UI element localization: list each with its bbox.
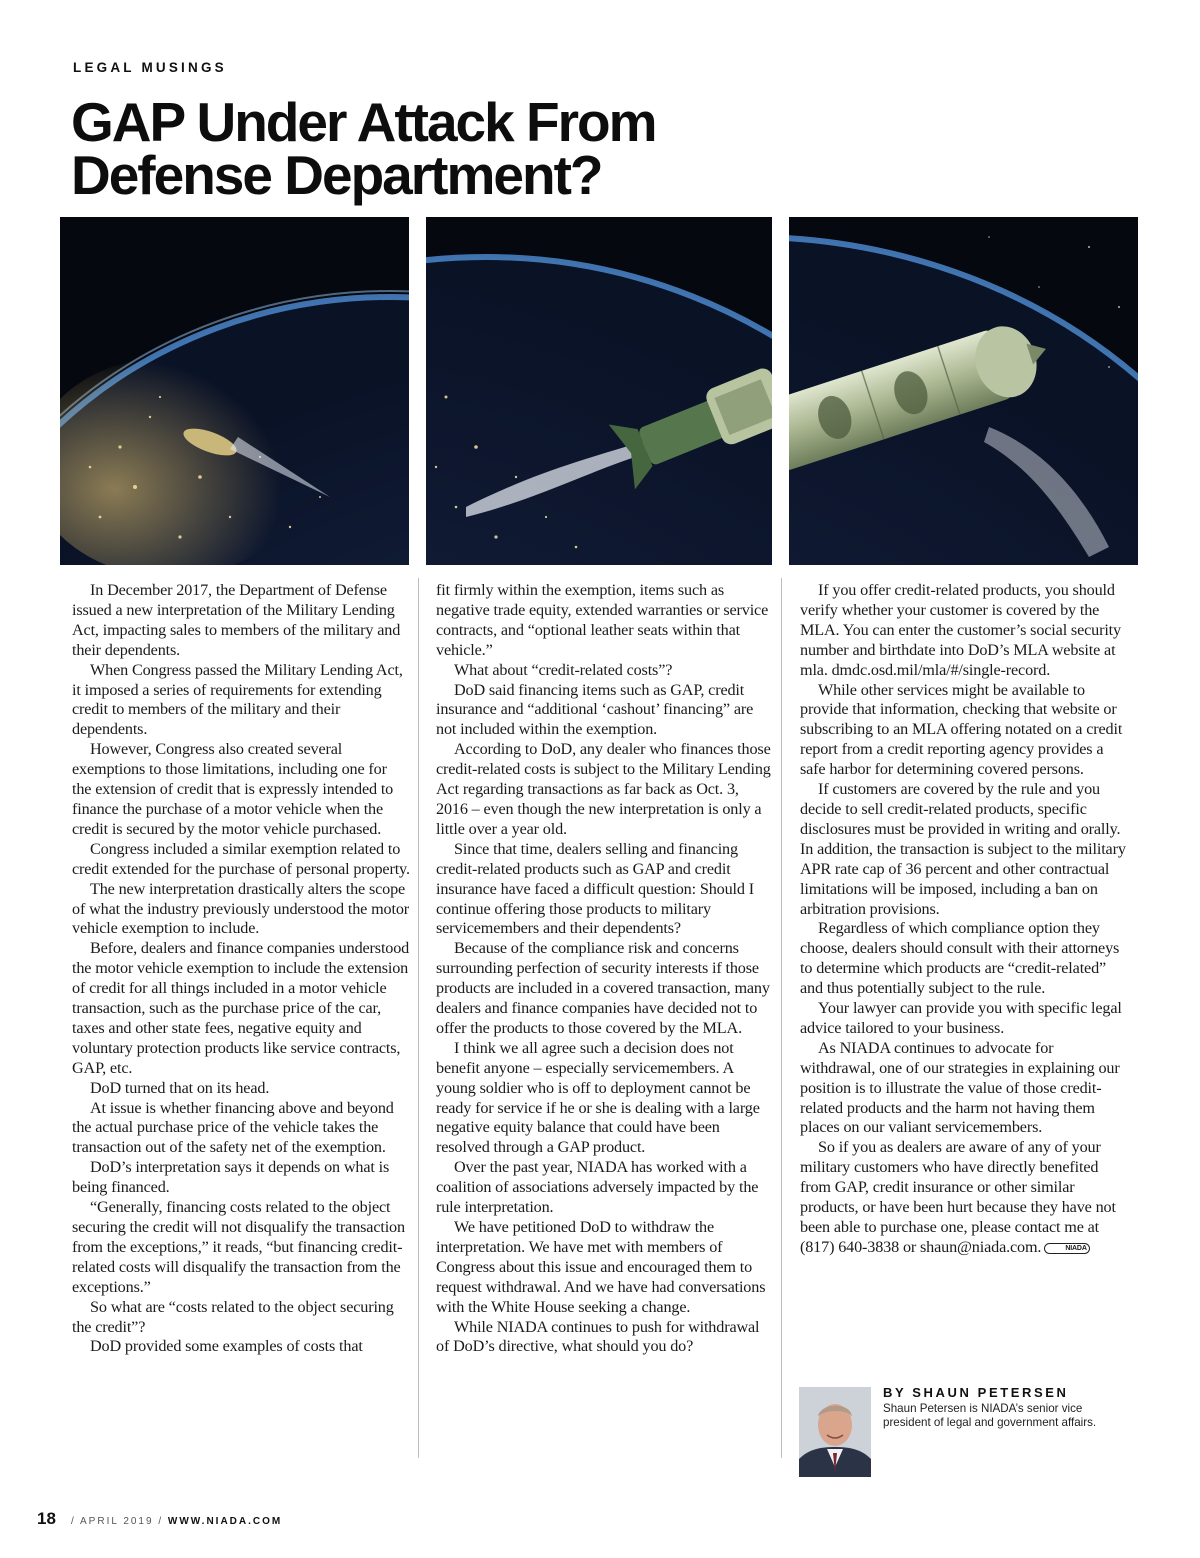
headline <box>71 91 656 206</box>
paragraph: While NIADA continues to push for withdrawal of DoD’s directive, what should you do? <box>436 1317 760 1356</box>
paragraph: DoD provided some examples of costs that <box>90 1337 363 1356</box>
author-photo <box>799 1387 871 1477</box>
article-column-3 <box>800 581 1130 1258</box>
paragraph: Because of the compliance risk and concerns surrounding perfection of security interests if those products are included in a covered transaction, many dealers and finance companies have decided not to offer the products to those covered by the MLA. <box>436 939 770 1037</box>
paragraph: What about “credit-related costs”? <box>454 660 673 679</box>
illustration-panel-money-rocket <box>789 217 1138 565</box>
paragraph: DoD’s interpretation says it depends on what is being financed. <box>72 1158 390 1197</box>
illustration-panel-rocket-launch <box>426 217 772 565</box>
paragraph: DoD said financing items such as GAP, credit insurance and “additional ‘cashout’ financing” are not included within the exemption. <box>436 680 754 739</box>
niada-end-mark-icon: NIADA <box>1044 1243 1089 1254</box>
paragraph: fit firmly within the exemption, items such as negative trade equity, extended warranties or service contracts, and “optional leather seats within that vehicle.” <box>436 581 769 659</box>
website-link[interactable]: WWW.NIADA.COM <box>167 1516 283 1527</box>
headline-line-1: GAP Under Attack From <box>71 91 656 153</box>
paragraph: At issue is whether financing above and beyond the actual purchase price of the vehicle takes the transaction out of the safety net of the exemption. <box>72 1098 394 1157</box>
paragraph: However, Congress also created several exemptions to those limitations, including one for the extension of credit that is expressly intended to finance the purchase of a motor vehicle when the credit is secured by the motor vehicle purchased. <box>72 740 394 838</box>
column-divider <box>418 578 419 1458</box>
paragraph: Over the past year, NIADA has worked with a coalition of associations adversely impacted by the rule interpretation. <box>436 1158 759 1217</box>
paragraph-text: So if you as dealers are aware of any of your military customers who have directly benefited from GAP, credit insurance or other similar products, or have been hurt because they have not been able to purchase one, please contact me at (817) 640-3838 or shaun@niada.com. <box>800 1138 1116 1256</box>
article-column-1 <box>72 581 410 1357</box>
paragraph: Your lawyer can provide you with specific legal advice tailored to your business. <box>800 999 1122 1037</box>
article-column-2 <box>436 581 772 1357</box>
paragraph: “Generally, financing costs related to the object securing the credit will not disqualify the transaction from the exceptions,” it reads, “but financing credit-related costs will disqualify the transaction from the exceptions.” <box>72 1198 405 1296</box>
paragraph: So what are “costs related to the object securing the credit”? <box>72 1297 394 1336</box>
issue-date: / APRIL 2019 / <box>71 1516 164 1527</box>
paragraph: I think we all agree such a decision does not benefit anyone – especially servicemembers. A young soldier who is off to deployment cannot be ready for service if he or she is dealing with a large negative equity balance that could have been resolved through a GAP product. <box>436 1038 760 1157</box>
paragraph: DoD turned that on its head. <box>90 1078 270 1097</box>
author-byline: BY SHAUN PETERSEN <box>883 1385 1069 1400</box>
paragraph: In December 2017, the Department of Defense issued a new interpretation of the Military Lending Act, impacting sales to members of the military and their dependents. <box>72 581 401 659</box>
page-footer <box>71 1516 282 1527</box>
paragraph: We have petitioned DoD to withdraw the interpretation. We have met with members of Congress about this issue and encouraged them to request withdrawal. And we have had conversations with the White House seeking a change. <box>436 1218 766 1316</box>
paragraph: If you offer credit-related products, you should verify whether your customer is covered by the MLA. You can enter the customer’s social security number and birthdate into DoD’s MLA website at mla. dmdc.osd.mil/mla/#/single-record. <box>800 581 1121 679</box>
paragraph: Before, dealers and finance companies understood the motor vehicle exemption to include the extension of credit for all things included in a motor vehicle transaction, such as the purchase price of the car, taxes and other state fees, negative equity and voluntary protection products like service contracts, GAP, etc. <box>72 939 410 1077</box>
paragraph: Since that time, dealers selling and financing credit-related products such as GAP and credit insurance have faced a difficult question: Should I continue offering those products to military servicemembers and their dependents? <box>436 839 754 938</box>
paragraph: Regardless of which compliance option they choose, dealers should consult with their attorneys to determine which products are “credit-related” and thus potentially subject to the rule. <box>800 919 1120 998</box>
paragraph: According to DoD, any dealer who finances those credit-related costs is subject to the Military Lending Act regarding transactions as far back as Oct. 3, 2016 – even though the new interpretation is only a little over a year old. <box>436 740 771 838</box>
paragraph <box>800 1138 1130 1257</box>
paragraph: Congress included a similar exemption related to credit extended for the purchase of personal property. <box>72 839 410 878</box>
paragraph: While other services might be available to provide that information, checking that website or subscribing to an MLA offering notated on a credit report from a credit reporting agency provides a safe harbor for determining covered persons. <box>800 680 1123 779</box>
paragraph: If customers are covered by the rule and you decide to sell credit-related products, specific disclosures must be provided in writing and orally. In addition, the transaction is subject to the military APR rate cap of 36 percent and other contractual limitations will be imposed, including a ban on arbitration provisions. <box>800 780 1126 918</box>
section-label: LEGAL MUSINGS <box>73 60 227 75</box>
paragraph: The new interpretation drastically alters the scope of what the industry previously understood the motor vehicle exemption to include. <box>72 879 410 938</box>
illustration-panel-earth-missile <box>60 217 409 565</box>
paragraph: As NIADA continues to advocate for withdrawal, one of our strategies in explaining our position is to illustrate the value of those credit-related products and the harm not having them places on our valiant servicemembers. <box>800 1038 1120 1137</box>
author-bio: Shaun Petersen is NIADA’s senior vice president of legal and government affairs. <box>883 1402 1097 1429</box>
column-divider <box>781 578 782 1458</box>
paragraph: When Congress passed the Military Lending Act, it imposed a series of requirements for extending credit to members of the military and their dependents. <box>72 660 403 739</box>
page-number: 18 <box>37 1509 56 1528</box>
headline-line-2: Defense Department? <box>71 144 602 206</box>
